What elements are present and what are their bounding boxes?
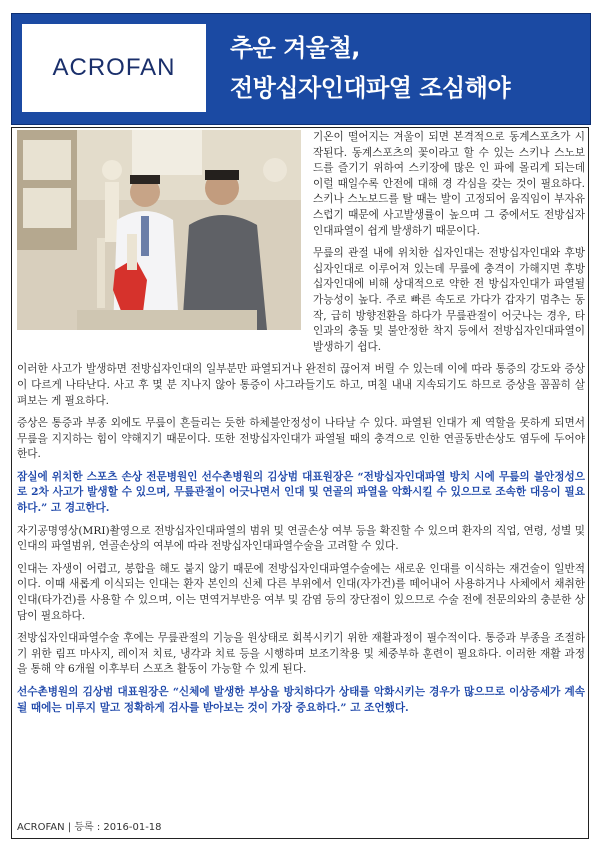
headline-line-1: 추운 겨울철, [230, 34, 360, 62]
article-footer [17, 818, 162, 833]
article-paragraph: 인대는 자생이 어렵고, 봉합을 해도 붙지 않기 때문에 전방십자인대파열수술에는 새로운 인대를 이식하는 재건술이 일반적이다. 이때 새롭게 이식되는 인대는 환자 본인의 신체 다른 부위에서 인대(자가건)를 떼어내어 사용하거나 사체에서 채취한 인대(타가건)를 사용할 수 있으며, 이는 면역거부반응 여부 및 감염 등의 장단점이 있으므로 수술 전에 전문의와의 충분한 상담이 필요하다. [17, 562, 585, 622]
logo-text: ACROFAN [52, 54, 176, 81]
logo[interactable] [22, 24, 206, 112]
article-paragraph: 자기공명영상(MRI)촬영으로 전방십자인대파열의 범위 및 연골손상 여부 등을 확진할 수 있으며 환자의 직업, 연령, 성별 및 인대의 파열범위, 연골손상의 여부에 따라 전방십자인대파열수술을 고려할 수 있다. [17, 524, 585, 553]
footer-date: 등록 : 2016-01-18 [74, 822, 162, 833]
headline-line-2: 전방십자인대파열 조심해야 [230, 74, 511, 102]
article-body [17, 130, 585, 723]
footer-separator: | [67, 822, 72, 833]
article-paragraph: 증상은 통증과 부종 외에도 무릎이 흔들리는 듯한 하체불안정성이 나타날 수 있다. 파열된 인대가 제 역할을 못하게 되면서 무릎을 지지하는 힘이 약해지기 때문이다. 또한 전방십자인대가 파열될 때의 충격으로 인한 연골동반손상도 염두에 두어야 한다. [17, 417, 585, 461]
article-quote: 잠실에 위치한 스포츠 손상 전문병원인 선수촌병원의 김상범 대표원장은 “전방십자인대파열 방치 시에 무릎의 불안정성으로 2차 사고가 발생할 수 있으며, 무릎관절이 어긋나면서 인대 및 연골의 파열을 악화시킬 수 있으므로 조속한 대응이 필요하다.” 고 경고한다. [17, 470, 585, 515]
article-paragraph: 전방십자인대파열수술 후에는 무릎관절의 기능을 원상태로 회복시키기 위한 재활과정이 필수적이다. 통증과 부종을 조절하기 위한 림프 마사지, 레이저 치료, 냉각과 치료 등을 시행하며 보조기착용 및 체중부하 훈련이 필요하다. 이러한 재활 과정을 통해 약 6개월 이후부터 스포츠 활동이 가능할 수 있게 된다. [17, 632, 585, 676]
footer-source: ACROFAN [17, 822, 65, 833]
article-paragraph: 기온이 떨어지는 겨울이 되면 본격적으로 동계스포츠가 시작된다. 동계스포츠의 꽃이라고 할 수 있는 스키나 스노보드를 즐기기 위하여 스키장에 많은 인 파에 몰리게 되는데 이럴 때일수록 안전에 대해 경 각심을 갖는 것이 필요하다. 스키나 스노보드를 탈 때는 발이 고정되어 움직임이 부자유스럽기 때문에 사고발생률이 높으며 그 중에서도 전방십자인대파열이 쉽게 발생하기 때문이다. [313, 131, 585, 237]
page-title [230, 28, 580, 108]
article-paragraph: 이러한 사고가 발생하면 전방십자인대의 일부분만 파열되거나 완전히 끊어져 버릴 수 있는데 이에 따라 통증의 강도와 증상이 다르게 나타난다. 사고 후 몇 분 지나지 않아 통증이 사그라들기도 하고, 며칠 내내 지속되기도 하므로 증상을 꼼꼼히 살펴보는 게 필요하다. [17, 363, 585, 407]
header-banner [11, 13, 591, 125]
article-quote: 선수촌병원의 김상범 대표원장은 “신체에 발생한 부상을 방치하다가 상태를 악화시키는 경우가 많으므로 이상증세가 계속될 때에는 미루지 말고 정확하게 검사를 받아보는 것이 가장 중요하다.” 고 조언했다. [17, 686, 585, 714]
article-paragraph: 무릎의 관절 내에 위치한 십자인대는 전방십자인대와 후방십자인대로 이루어져 있는데 무릎에 충격이 가해지면 후방십자인대에 비해 상대적으로 약한 전 방십자인대가 파열될 가능성이 높다. 주로 빠른 속도로 가다가 갑자기 멈추는 동작, 급히 방향전환을 하다가 무릎관절이 어긋나는 경우, 타인과의 충돌 및 불안정한 착지 등에서 전방십자인대파열이 발생하기 쉽다. [313, 247, 585, 353]
